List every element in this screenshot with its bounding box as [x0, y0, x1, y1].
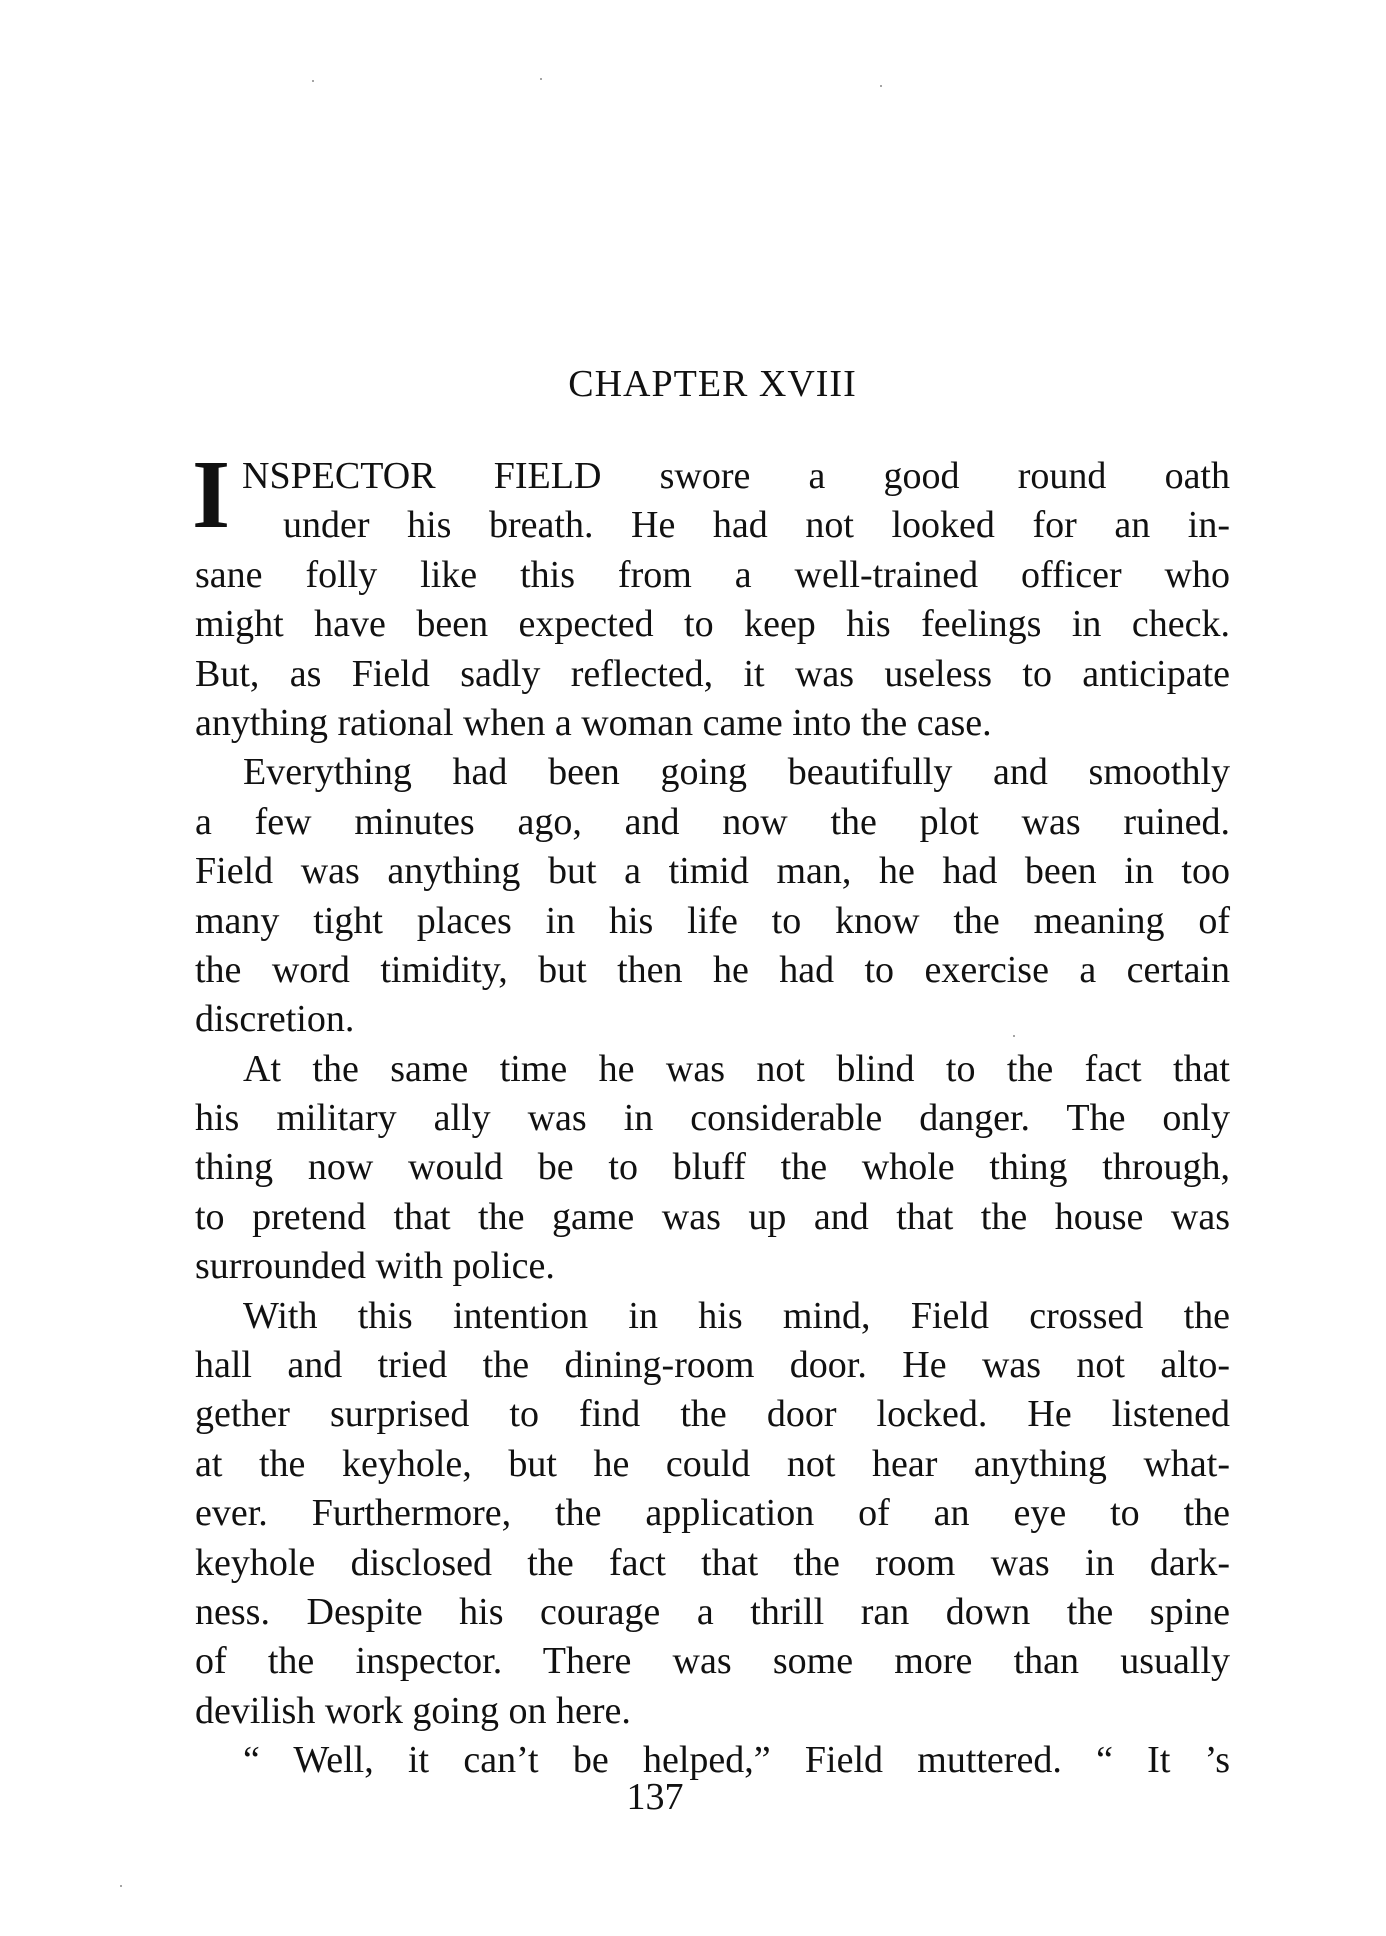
text-line: ever. Furthermore, the application of an eye to the — [195, 1492, 1230, 1535]
text-line: thing now would be to bluff the whole thing through, — [195, 1146, 1230, 1189]
scan-speck — [312, 80, 314, 82]
text-line: a few minutes ago, and now the plot was ruined. — [195, 800, 1230, 843]
scan-speck — [880, 85, 882, 87]
text-line: sane folly like this from a well-trained officer who — [195, 553, 1230, 596]
text-line: surrounded with police. — [195, 1245, 555, 1288]
text-line: But, as Field sadly reflected, it was useless to anticipate — [195, 652, 1230, 695]
text-line: his military ally was in considerable danger. The only — [195, 1097, 1230, 1140]
page-number: 137 — [626, 1776, 684, 1818]
text-line: Field was anything but a timid man, he had been in too — [195, 850, 1230, 893]
chapter-title: CHAPTER XVIII — [568, 363, 857, 405]
text-line: “ Well, it can’t be helped,” Field muttered. “ It ’s — [243, 1739, 1230, 1782]
text-line: keyhole disclosed the fact that the room was in dark- — [195, 1541, 1230, 1584]
text-line: under his breath. He had not looked for an in- — [283, 504, 1230, 547]
text-line: gether surprised to find the door locked. He listened — [195, 1393, 1230, 1436]
text-line: at the keyhole, but he could not hear anything what- — [195, 1442, 1230, 1485]
scan-speck — [1013, 1035, 1015, 1037]
text-line: discretion. — [195, 998, 355, 1041]
text-line: ness. Despite his courage a thrill ran down the spine — [195, 1590, 1230, 1633]
text-line: to pretend that the game was up and that the house was — [195, 1195, 1230, 1238]
text-line: Everything had been going beautifully and smoothly — [243, 751, 1230, 794]
text-line: anything rational when a woman came into the case. — [195, 701, 992, 744]
scan-speck — [540, 78, 542, 80]
text-line: many tight places in his life to know the meaning of — [195, 899, 1230, 942]
text-line: NSPECTOR FIELD swore a good round oath — [242, 455, 1230, 497]
text-line: might have been expected to keep his feelings in check. — [195, 603, 1230, 646]
body-text — [195, 452, 1230, 1786]
text-line: At the same time he was not blind to the fact that — [243, 1047, 1230, 1090]
text-line: hall and tried the dining-room door. He was not alto- — [195, 1344, 1230, 1387]
text-line: devilish work going on here. — [195, 1689, 631, 1732]
drop-cap: I — [192, 441, 231, 549]
text-line: the word timidity, but then he had to exercise a certain — [195, 948, 1230, 991]
text-line: of the inspector. There was some more than usually — [195, 1640, 1230, 1683]
scan-speck — [120, 1885, 122, 1887]
text-line: With this intention in his mind, Field crossed the — [243, 1294, 1230, 1337]
